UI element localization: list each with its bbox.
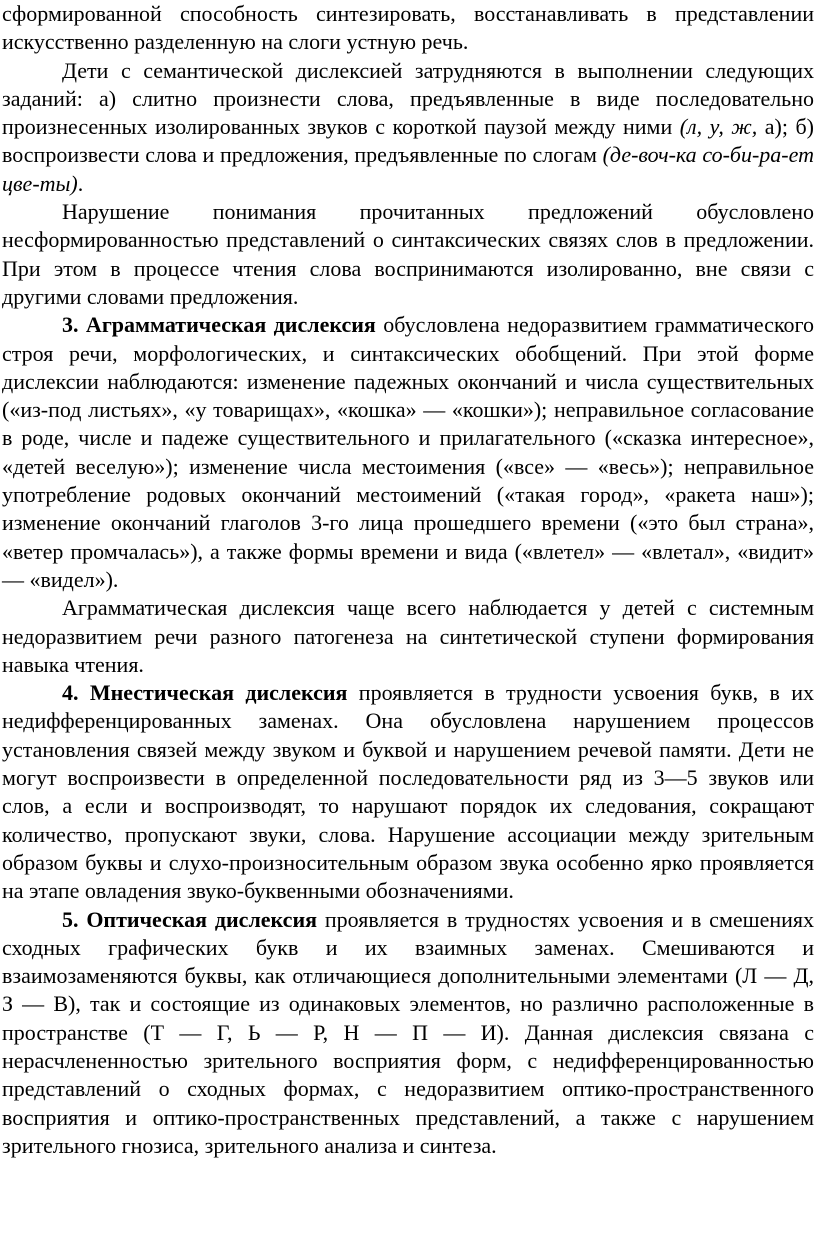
paragraph-text: Нарушение понимания прочитанных предложений обусловлено несформированностью представлений о синтаксических связях слов в предложении. При этом в процессе чтения слова воспринимаются изолированно, вне связи с другими словами предложения. [2,199,814,309]
section-heading-mnestic: 4. Мнестическая дислексия [62,680,348,706]
paragraph-text: обусловлена недоразвитием грамматического строя речи, морфологических, и синтаксических обобщений. При этой форме дислексии наблюдаются: изменение падежных окончаний и числа существительных («из-под листьях», «у товарищах», «кошка» — «кошки»); неправильное согласование в роде, числе и падеже существительного и прилагательного («сказка интересное», «детей веселую»); изменение числа местоимения («все» — «весь»); неправильное употребление родовых окончаний местоимений («такая город», «ракета наш»); изменение окончаний глаголов 3-го лица прошедшего времени («это был страна», «ветер промчалась»), а также формы времени и вида («влетел» — «влетал», «видит» — «видел»). [2,312,814,592]
paragraph-agrammatic-note [2,594,814,679]
section-heading-optical: 5. Оптическая дислексия [62,906,318,932]
italic-example-syllables: (де-воч-ка со-би-ра-ет цве-ты) [2,142,814,196]
paragraph-comprehension [2,198,814,311]
paragraph-semantic-dyslexia-tasks [2,57,814,198]
paragraph-optical-dyslexia [2,906,814,1161]
paragraph-text: проявляется в трудности усвоения букв, в их недифференцированных заменах. Она обусловлена нарушением процессов установления связей между звуком и буквой и нарушением речевой памяти. Дети не могут воспроизвести в определенной последовательности ряд из 3—5 звуков или слов, а если и воспроизводят, то нарушают порядок их следования, сокращают количество, пропускают звуки, слова. Нарушение ассоциации между зрительным образом буквы и слухо-произносительным образом звука особенно ярко проявляется на этапе овладения звуко-буквенными обозначениями. [2,680,814,904]
paragraph-continuation [2,0,814,57]
paragraph-text: . [77,170,84,196]
italic-example-sounds: (л, у, ж, [679,114,758,140]
section-heading-agrammatic: 3. Аграмматическая дислексия [62,312,376,338]
paragraph-text: проявляется в трудностях усвоения и в смешениях сходных графических букв и их взаимных заменах. Смешиваются и взаимозаменяются буквы, как отличающиеся дополнительными элементами (Л — Д, З — В), так и состоящие из одинаковых элементов, но различно расположенные в пространстве (Т — Г, Ь — Р, Н — П — И). Данная дислексия связана с нерасчлененностью зрительного восприятия форм, с недифференцированностью представлений о сходных формах, с недоразвитием оптико-пространственного восприятия и оптико-пространственных представлений, а также с нарушением зрительного гнозиса, зрительного анализа и синтеза. [2,906,815,1158]
paragraph-text: а); б) воспроизвести слова и предложения, предъявленные по слогам [2,114,814,168]
paragraph-agrammatic-dyslexia [2,311,814,594]
paragraph-text: сформированной способность синтезировать, восстанавливать в представлении искусственно разделенную на слоги устную речь. [2,1,814,55]
paragraph-text: Аграмматическая дислексия чаще всего наблюдается у детей с системным недоразвитием речи разного патогенеза на синтетической ступени формирования навыка чтения. [2,595,814,677]
document-page [2,0,814,1160]
paragraph-mnestic-dyslexia [2,679,814,905]
paragraph-text: Дети с семантической дислексией затрудняются в выполнении следующих заданий: а) слитно произнести слова, предъявленные в виде последовательно произнесенных изолированных звуков с короткой паузой между ними [2,57,814,140]
